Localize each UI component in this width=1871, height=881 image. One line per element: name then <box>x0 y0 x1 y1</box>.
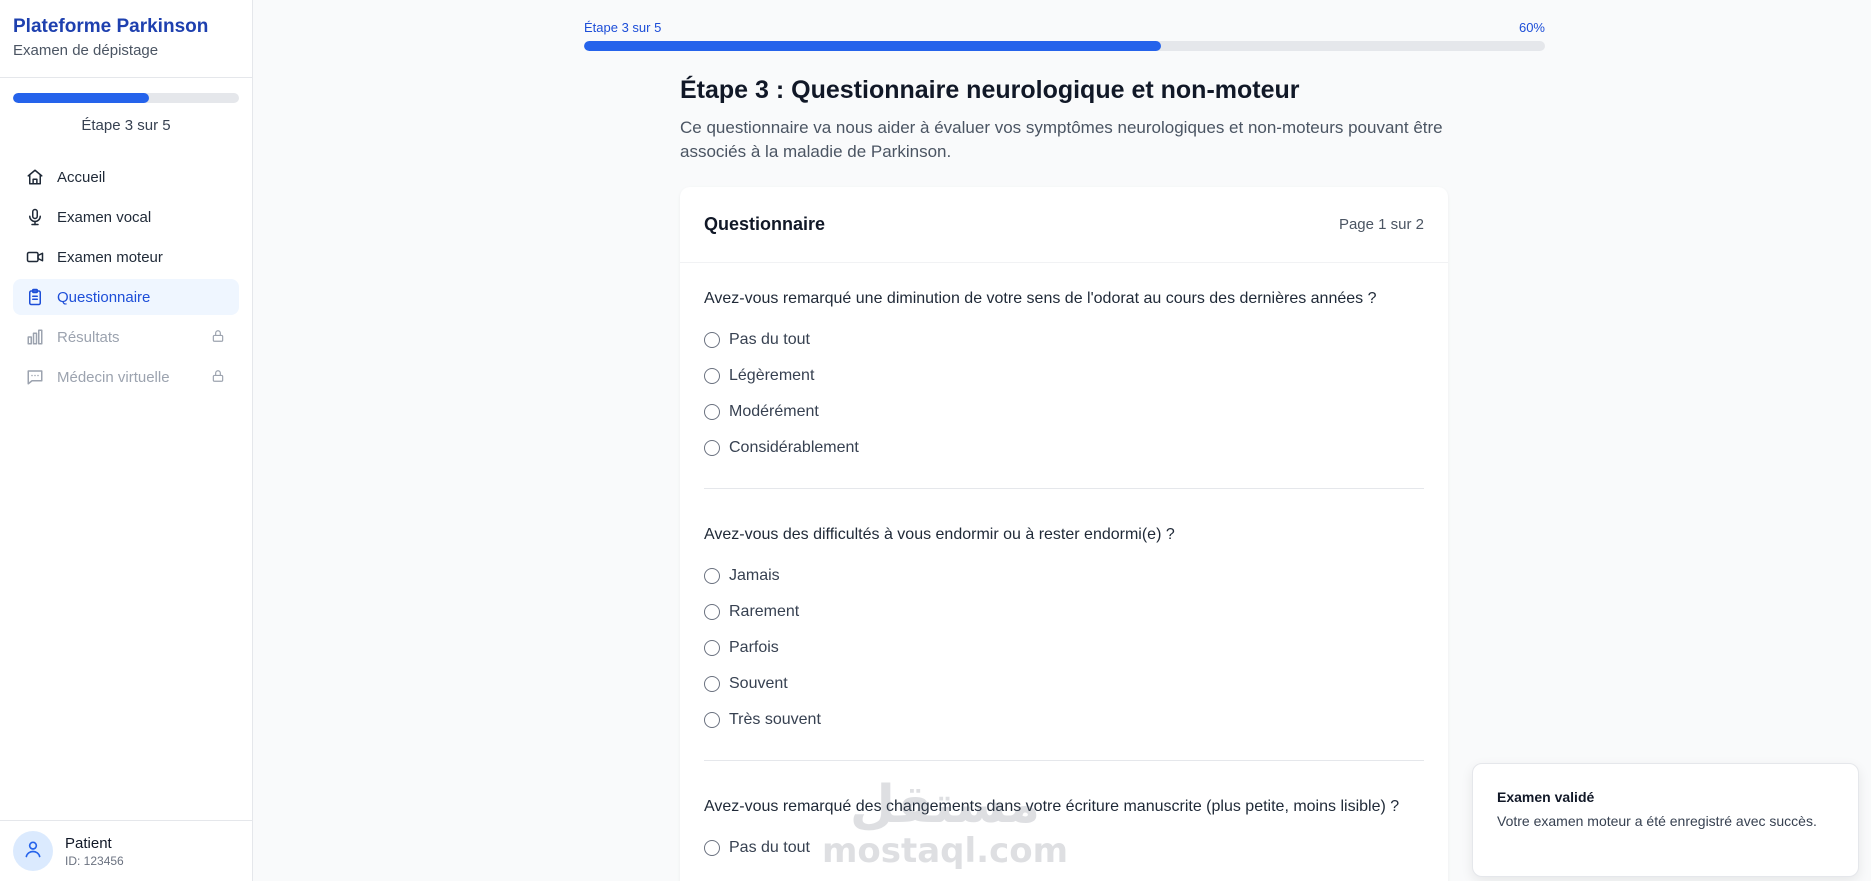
top-progress-labels <box>584 20 1545 37</box>
sidebar-item-examen-moteur[interactable] <box>13 239 239 275</box>
radio-button[interactable] <box>704 604 720 620</box>
lock-icon <box>211 369 227 385</box>
option-radio[interactable] <box>704 702 1424 738</box>
option-radio[interactable] <box>704 394 1424 430</box>
page-header <box>680 74 1448 164</box>
option-label: Considérablement <box>729 439 859 456</box>
radio-button[interactable] <box>704 440 720 456</box>
user-profile[interactable] <box>0 820 253 881</box>
radio-button[interactable] <box>704 640 720 656</box>
sidebar-item-accueil[interactable] <box>13 159 239 195</box>
sidebar-progress <box>0 78 252 134</box>
card-page-indicator: Page 1 sur 2 <box>1338 216 1424 233</box>
bar-chart-icon <box>25 327 45 347</box>
video-icon <box>25 247 45 267</box>
radio-button[interactable] <box>704 840 720 856</box>
question-text: Avez-vous remarqué une diminution de votre sens de l'odorat au cours des dernières années ? <box>704 290 1377 307</box>
sidebar-item-label: Questionnaire <box>57 288 151 306</box>
radio-button[interactable] <box>704 404 720 420</box>
card-header <box>680 187 1448 263</box>
option-label: Souvent <box>729 675 788 692</box>
question-text: Avez-vous des difficultés à vous endormir ou à rester endormi(e) ? <box>704 526 1175 543</box>
sidebar <box>0 0 253 881</box>
radio-button[interactable] <box>704 332 720 348</box>
watermark-latin: mostaql.com <box>821 831 1069 870</box>
option-label: Très souvent <box>729 711 821 728</box>
lock-icon <box>211 329 227 345</box>
option-label: Parfois <box>729 639 779 656</box>
radio-button[interactable] <box>704 368 720 384</box>
sidebar-item-label: Accueil <box>57 168 106 186</box>
sidebar-step-label: Étape 3 sur 5 <box>81 117 171 134</box>
sidebar-item-medecin-virtuelle <box>13 359 239 395</box>
sidebar-progress-track <box>13 93 239 103</box>
option-radio[interactable] <box>704 666 1424 702</box>
user-icon <box>23 839 43 864</box>
message-icon <box>25 367 45 387</box>
option-radio[interactable] <box>704 430 1424 466</box>
top-progress-track <box>584 41 1545 51</box>
toast-message: Votre examen moteur a été enregistré avec succès. <box>1497 813 1817 829</box>
option-radio[interactable] <box>704 358 1424 394</box>
question-2 <box>704 489 1424 761</box>
sidebar-item-label: Médecin virtuelle <box>57 368 170 386</box>
microphone-icon <box>25 207 45 227</box>
toast-title: Examen validé <box>1497 789 1595 805</box>
option-radio[interactable] <box>704 322 1424 358</box>
sidebar-item-resultats <box>13 319 239 355</box>
option-radio[interactable] <box>704 558 1424 594</box>
option-label: Jamais <box>729 567 780 584</box>
option-radio[interactable] <box>704 830 1424 866</box>
radio-button[interactable] <box>704 568 720 584</box>
question-text: Avez-vous remarqué des changements dans votre écriture manuscrite (plus petite, moins lisible) ? <box>704 798 1400 815</box>
user-info <box>65 835 124 868</box>
brand-subtitle: Examen de dépistage <box>13 42 159 59</box>
option-radio[interactable] <box>704 630 1424 666</box>
brand-title: Plateforme Parkinson <box>13 16 209 37</box>
option-label: Modérément <box>729 403 819 420</box>
top-progress-fill <box>584 41 1161 51</box>
question-3 <box>704 761 1424 881</box>
card-body <box>680 263 1448 881</box>
top-step-label: Étape 3 sur 5 <box>584 20 662 35</box>
sidebar-item-questionnaire[interactable] <box>13 279 239 315</box>
option-label: Rarement <box>729 603 800 620</box>
page-description: Ce questionnaire va nous aider à évaluer vos symptômes neurologiques et non-moteurs pouvant être associés à la maladie de Parkinson. <box>680 118 1443 161</box>
questionnaire-card <box>680 187 1448 881</box>
sidebar-item-label: Examen vocal <box>57 208 152 226</box>
top-percent-label: 60% <box>1518 20 1545 35</box>
sidebar-nav <box>0 159 252 395</box>
watermark-arabic: مستقل <box>849 775 1041 835</box>
radio-button[interactable] <box>704 676 720 692</box>
option-label: Pas du tout <box>729 839 810 856</box>
brand <box>0 0 252 78</box>
option-radio[interactable] <box>704 594 1424 630</box>
sidebar-progress-fill <box>13 93 149 103</box>
question-1 <box>704 263 1424 489</box>
top-progress <box>584 20 1545 51</box>
radio-button[interactable] <box>704 712 720 728</box>
user-name: Patient <box>65 834 112 852</box>
sidebar-item-label: Résultats <box>57 328 120 346</box>
clipboard-icon <box>25 287 45 307</box>
page-title: Étape 3 : Questionnaire neurologique et non-moteur <box>680 76 1300 104</box>
option-label: Légèrement <box>729 367 815 384</box>
user-id: ID: 123456 <box>65 853 124 868</box>
toast-notification[interactable] <box>1472 763 1859 877</box>
avatar <box>13 831 53 871</box>
sidebar-item-examen-vocal[interactable] <box>13 199 239 235</box>
card-title: Questionnaire <box>704 214 826 234</box>
option-label: Pas du tout <box>729 331 810 348</box>
sidebar-item-label: Examen moteur <box>57 248 163 266</box>
home-icon <box>25 167 45 187</box>
